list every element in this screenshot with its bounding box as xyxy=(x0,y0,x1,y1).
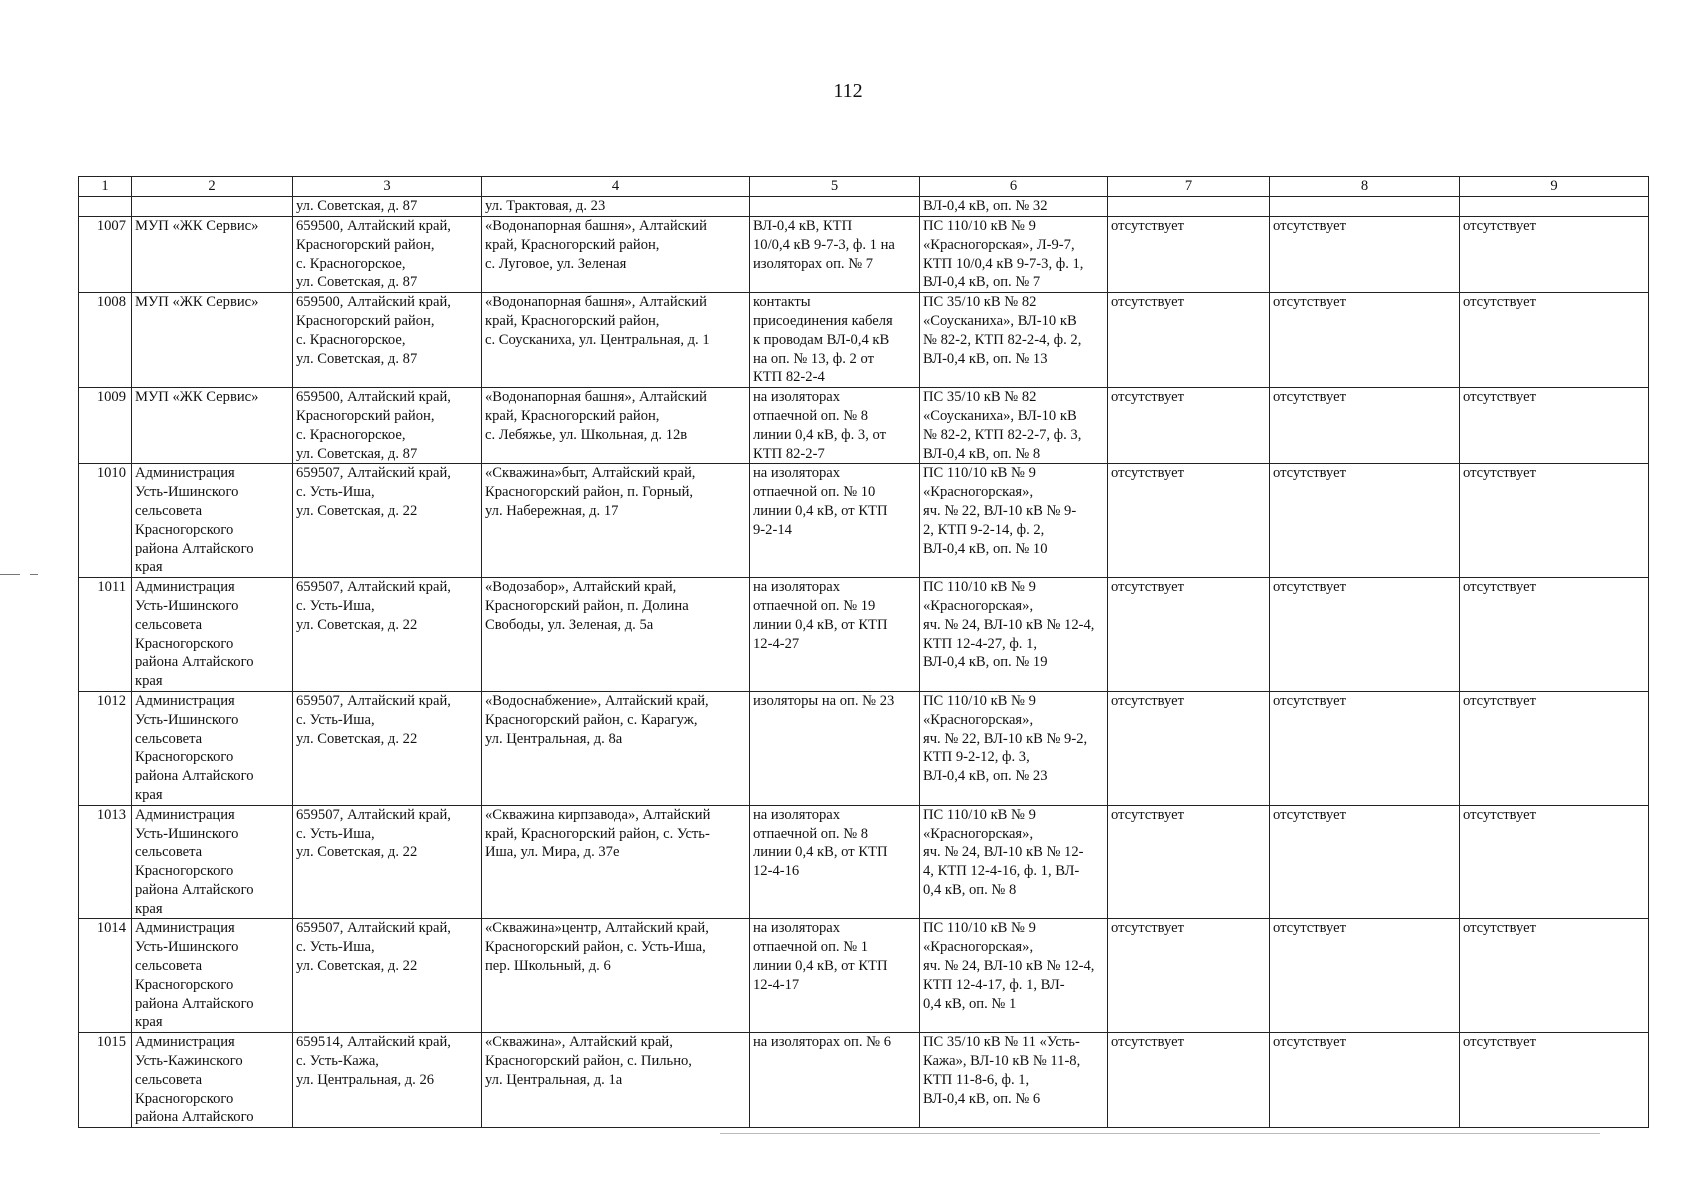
table-row xyxy=(79,1033,1649,1128)
organization-name: Администрация Усть-Ишинского сельсовета Красногорского района Алтайского края xyxy=(132,578,293,692)
column-9-value: отсутствует xyxy=(1460,217,1649,293)
column-9-value: отсутствует xyxy=(1460,578,1649,692)
object-name: «Скважина», Алтайский край, Красногорский район, с. Пильно, ул. Центральная, д. 1а xyxy=(482,1033,750,1128)
table-row xyxy=(79,293,1649,388)
connection-point: контакты присоединения кабеля к проводам ВЛ-0,4 кВ на оп. № 13, ф. 2 от КТП 82-2-4 xyxy=(750,293,920,388)
object-name: «Скважина кирпзавода», Алтайский край, Красногорский район, с. Усть- Иша, ул. Мира, д. 37е xyxy=(482,805,750,919)
organization-name: Администрация Усть-Ишинского сельсовета Красногорского района Алтайского края xyxy=(132,464,293,578)
power-source: ПС 110/10 кВ № 9 «Красногорская», яч. № 24, ВЛ-10 кВ № 12- 4, КТП 12-4-16, ф. 1, ВЛ- 0,4 кВ, оп. № 8 xyxy=(920,805,1108,919)
column-7-value: отсутствует xyxy=(1108,388,1270,464)
power-source: ПС 110/10 кВ № 9 «Красногорская», яч. № 22, ВЛ-10 кВ № 9-2, КТП 9-2-12, ф. 3, ВЛ-0,4 кВ, оп. № 23 xyxy=(920,691,1108,805)
table-row xyxy=(79,805,1649,919)
record-number: 1014 xyxy=(79,919,132,1033)
power-source: ПС 110/10 кВ № 9 «Красногорская», яч. № 24, ВЛ-10 кВ № 12-4, КТП 12-4-27, ф. 1, ВЛ-0,4 кВ, оп. № 19 xyxy=(920,578,1108,692)
continuation-row xyxy=(79,197,1649,217)
connection-point: на изоляторах отпаечной оп. № 19 линии 0,4 кВ, от КТП 12-4-27 xyxy=(750,578,920,692)
organization-name: Администрация Усть-Ишинского сельсовета Красногорского района Алтайского края xyxy=(132,919,293,1033)
column-9-value: отсутствует xyxy=(1460,388,1649,464)
scan-artifact-line xyxy=(0,574,20,575)
connection-point: на изоляторах отпаечной оп. № 10 линии 0,4 кВ, от КТП 9-2-14 xyxy=(750,464,920,578)
scan-artifact-line xyxy=(30,574,38,575)
column-8-value: отсутствует xyxy=(1270,1033,1460,1128)
table-cell xyxy=(750,197,920,217)
table-row xyxy=(79,217,1649,293)
record-number: 1008 xyxy=(79,293,132,388)
column-8-value: отсутствует xyxy=(1270,578,1460,692)
column-8-value: отсутствует xyxy=(1270,691,1460,805)
table-cell xyxy=(1270,197,1460,217)
organization-name: Администрация Усть-Кажинского сельсовета Красногорского района Алтайского xyxy=(132,1033,293,1128)
record-number: 1011 xyxy=(79,578,132,692)
column-header: 3 xyxy=(293,177,482,197)
connection-point: на изоляторах оп. № 6 xyxy=(750,1033,920,1128)
organization-address: 659500, Алтайский край, Красногорский район, с. Красногорское, ул. Советская, д. 87 xyxy=(293,293,482,388)
table-cell xyxy=(1460,197,1649,217)
column-9-value: отсутствует xyxy=(1460,293,1649,388)
connection-point: на изоляторах отпаечной оп. № 8 линии 0,4 кВ, ф. 3, от КТП 82-2-7 xyxy=(750,388,920,464)
connection-point: на изоляторах отпаечной оп. № 8 линии 0,4 кВ, от КТП 12-4-16 xyxy=(750,805,920,919)
power-source: ПС 110/10 кВ № 9 «Красногорская», яч. № 24, ВЛ-10 кВ № 12-4, КТП 12-4-17, ф. 1, ВЛ- 0,4 кВ, оп. № 1 xyxy=(920,919,1108,1033)
power-source: ПС 35/10 кВ № 82 «Соусканиха», ВЛ-10 кВ № 82-2, КТП 82-2-4, ф. 2, ВЛ-0,4 кВ, оп. № 13 xyxy=(920,293,1108,388)
object-name: «Водозабор», Алтайский край, Красногорский район, п. Долина Свободы, ул. Зеленая, д. 5а xyxy=(482,578,750,692)
object-name: «Водонапорная башня», Алтайский край, Красногорский район, с. Лебяжье, ул. Школьная, д. 12в xyxy=(482,388,750,464)
table-cell xyxy=(79,197,132,217)
table-row xyxy=(79,691,1649,805)
connection-point: ВЛ-0,4 кВ, КТП 10/0,4 кВ 9-7-3, ф. 1 на изоляторах оп. № 7 xyxy=(750,217,920,293)
organization-name: Администрация Усть-Ишинского сельсовета Красногорского района Алтайского края xyxy=(132,805,293,919)
column-header: 8 xyxy=(1270,177,1460,197)
column-8-value: отсутствует xyxy=(1270,464,1460,578)
object-name: «Водонапорная башня», Алтайский край, Красногорский район, с. Луговое, ул. Зеленая xyxy=(482,217,750,293)
table-cell: ВЛ-0,4 кВ, оп. № 32 xyxy=(920,197,1108,217)
connection-point: изоляторы на оп. № 23 xyxy=(750,691,920,805)
organization-address: 659500, Алтайский край, Красногорский район, с. Красногорское, ул. Советская, д. 87 xyxy=(293,388,482,464)
record-number: 1009 xyxy=(79,388,132,464)
column-7-value: отсутствует xyxy=(1108,805,1270,919)
organization-address: 659507, Алтайский край, с. Усть-Иша, ул. Советская, д. 22 xyxy=(293,578,482,692)
column-7-value: отсутствует xyxy=(1108,464,1270,578)
table-row xyxy=(79,578,1649,692)
object-name: «Водонапорная башня», Алтайский край, Красногорский район, с. Соусканиха, ул. Центральная, д. 1 xyxy=(482,293,750,388)
organization-address: 659507, Алтайский край, с. Усть-Иша, ул. Советская, д. 22 xyxy=(293,691,482,805)
power-source: ПС 35/10 кВ № 11 «Усть- Кажа», ВЛ-10 кВ № 11-8, КТП 11-8-6, ф. 1, ВЛ-0,4 кВ, оп. № 6 xyxy=(920,1033,1108,1128)
column-7-value: отсутствует xyxy=(1108,217,1270,293)
column-9-value: отсутствует xyxy=(1460,464,1649,578)
column-8-value: отсутствует xyxy=(1270,388,1460,464)
column-7-value: отсутствует xyxy=(1108,578,1270,692)
power-source: ПС 110/10 кВ № 9 «Красногорская», яч. № 22, ВЛ-10 кВ № 9- 2, КТП 9-2-14, ф. 2, ВЛ-0,4 кВ, оп. № 10 xyxy=(920,464,1108,578)
record-number: 1013 xyxy=(79,805,132,919)
organization-address: 659507, Алтайский край, с. Усть-Иша, ул. Советская, д. 22 xyxy=(293,464,482,578)
record-number: 1007 xyxy=(79,217,132,293)
organization-name: МУП «ЖК Сервис» xyxy=(132,293,293,388)
table-cell: ул. Советская, д. 87 xyxy=(293,197,482,217)
column-9-value: отсутствует xyxy=(1460,919,1649,1033)
organization-address: 659500, Алтайский край, Красногорский район, с. Красногорское, ул. Советская, д. 87 xyxy=(293,217,482,293)
column-8-value: отсутствует xyxy=(1270,217,1460,293)
column-7-value: отсутствует xyxy=(1108,919,1270,1033)
table-row xyxy=(79,464,1649,578)
record-number: 1015 xyxy=(79,1033,132,1128)
column-header: 9 xyxy=(1460,177,1649,197)
connection-point: на изоляторах отпаечной оп. № 1 линии 0,4 кВ, от КТП 12-4-17 xyxy=(750,919,920,1033)
record-number: 1010 xyxy=(79,464,132,578)
page-number: 112 xyxy=(833,80,863,102)
table-row xyxy=(79,919,1649,1033)
column-7-value: отсутствует xyxy=(1108,293,1270,388)
power-source: ПС 35/10 кВ № 82 «Соусканиха», ВЛ-10 кВ № 82-2, КТП 82-2-7, ф. 3, ВЛ-0,4 кВ, оп. № 8 xyxy=(920,388,1108,464)
scan-artifact-line xyxy=(720,1133,1600,1134)
column-header: 6 xyxy=(920,177,1108,197)
column-9-value: отсутствует xyxy=(1460,691,1649,805)
record-number: 1012 xyxy=(79,691,132,805)
organization-address: 659507, Алтайский край, с. Усть-Иша, ул. Советская, д. 22 xyxy=(293,919,482,1033)
registry-table xyxy=(78,176,1649,1128)
organization-name: МУП «ЖК Сервис» xyxy=(132,388,293,464)
organization-address: 659507, Алтайский край, с. Усть-Иша, ул. Советская, д. 22 xyxy=(293,805,482,919)
column-8-value: отсутствует xyxy=(1270,919,1460,1033)
table-row xyxy=(79,388,1649,464)
organization-name: Администрация Усть-Ишинского сельсовета Красногорского района Алтайского края xyxy=(132,691,293,805)
column-9-value: отсутствует xyxy=(1460,1033,1649,1128)
column-number-header-row xyxy=(79,177,1649,197)
column-8-value: отсутствует xyxy=(1270,805,1460,919)
column-header: 2 xyxy=(132,177,293,197)
column-header: 1 xyxy=(79,177,132,197)
object-name: «Скважина»быт, Алтайский край, Красногорский район, п. Горный, ул. Набережная, д. 17 xyxy=(482,464,750,578)
column-header: 5 xyxy=(750,177,920,197)
column-8-value: отсутствует xyxy=(1270,293,1460,388)
column-header: 7 xyxy=(1108,177,1270,197)
column-7-value: отсутствует xyxy=(1108,691,1270,805)
power-source: ПС 110/10 кВ № 9 «Красногорская», Л-9-7, КТП 10/0,4 кВ 9-7-3, ф. 1, ВЛ-0,4 кВ, оп. № 7 xyxy=(920,217,1108,293)
organization-address: 659514, Алтайский край, с. Усть-Кажа, ул. Центральная, д. 26 xyxy=(293,1033,482,1128)
table-cell xyxy=(132,197,293,217)
object-name: «Скважина»центр, Алтайский край, Красногорский район, с. Усть-Иша, пер. Школьный, д. 6 xyxy=(482,919,750,1033)
organization-name: МУП «ЖК Сервис» xyxy=(132,217,293,293)
column-9-value: отсутствует xyxy=(1460,805,1649,919)
object-name: «Водоснабжение», Алтайский край, Красногорский район, с. Карагуж, ул. Центральная, д. 8а xyxy=(482,691,750,805)
table-cell: ул. Трактовая, д. 23 xyxy=(482,197,750,217)
table-cell xyxy=(1108,197,1270,217)
column-header: 4 xyxy=(482,177,750,197)
column-7-value: отсутствует xyxy=(1108,1033,1270,1128)
